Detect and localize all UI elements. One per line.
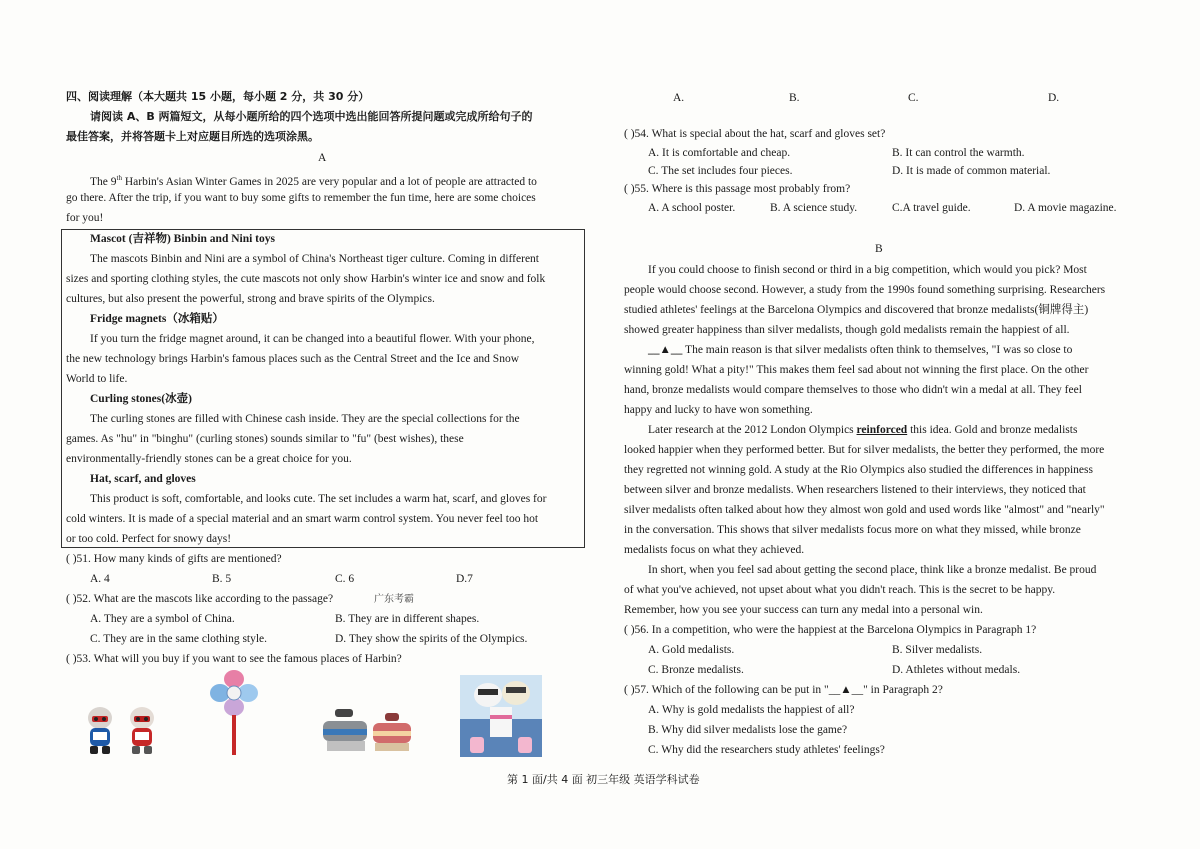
passage-b-p4-l1: In short, when you feel sad about getting the second place, think like a bronze medalist. Be proud <box>648 564 1097 576</box>
passage-b-letter: B <box>875 243 883 255</box>
q53-option-d: D. <box>1048 92 1060 104</box>
question-55: ( )55. Where is this passage most probably from? <box>624 183 851 195</box>
item1-line-3: cultures, but also present the powerful, strong and brave spirits of the Olympics. <box>66 293 435 305</box>
fridge-magnet-flower-image <box>208 669 260 759</box>
q56-option-c: C. Bronze medalists. <box>648 664 744 676</box>
item4-line-3: or too cold. Perfect for snowy days! <box>66 533 232 545</box>
instructions-line-1: 请阅读 A、B 两篇短文，从每小题所给的四个选项中选出能回答所提问题或完成所给句子的 <box>90 110 533 123</box>
passage-a-intro-2: go there. After the trip, if you want to buy some gifts to remember the fun time, here are some choices <box>66 192 536 204</box>
q53-option-b: B. <box>789 92 800 104</box>
item2-title: Fridge magnets（冰箱贴） <box>90 313 224 325</box>
q54-option-b: B. It can control the warmth. <box>892 147 1025 159</box>
q54-option-a: A. It is comfortable and cheap. <box>648 147 791 159</box>
curling-stones-image <box>319 701 417 755</box>
page-footer: 第 1 面/共 4 面 初三年级 英语学科试卷 <box>507 773 700 786</box>
section-header: 四、阅读理解（本大题共 15 小题，每小题 2 分，共 30 分） <box>66 90 370 103</box>
item4-line-2: cold winters. It is made of a special material and an smart warm control system. You never feel too hot <box>66 513 539 525</box>
item3-line-3: environmentally-friendly stones can be a great choice for you. <box>66 453 352 465</box>
passage-b-p1-l2: people would choose second. However, a study from the 1990s found something surprising. Researchers <box>624 284 1106 296</box>
passage-b-p3-l4: between silver and bronze medalists. When researchers listened to their interviews, they noticed that <box>624 484 1086 496</box>
passage-b-p3-l5: silver medalists often talked about how they almost won gold and used words like "almost" and "nearly" <box>624 504 1105 516</box>
question-52: ( )52. What are the mascots like according to the passage? <box>66 593 334 605</box>
q52-option-b: B. They are in different shapes. <box>335 613 480 625</box>
q54-option-c: C. The set includes four pieces. <box>648 165 793 177</box>
q51-option-b: B. 5 <box>212 573 232 585</box>
q52-note: 广东考霸 <box>374 594 414 605</box>
item3-title: Curling stones(冰壶) <box>90 393 192 405</box>
item1-line-1: The mascots Binbin and Nini are a symbol of China's Northeast tiger culture. Coming in different <box>90 253 539 265</box>
q53-option-a: A. <box>673 92 685 104</box>
passage-b-p2-l4: happy and lucky to have won something. <box>624 404 813 416</box>
answer-blank: __▲__ <box>648 344 683 356</box>
question-53: ( )53. What will you buy if you want to see the famous places of Harbin? <box>66 653 402 665</box>
passage-b-p3-l7: medalists focus on what they achieved. <box>624 544 805 556</box>
q56-option-d: D. Athletes without medals. <box>892 664 1021 676</box>
q57-option-b: B. Why did silver medalists lose the game? <box>648 724 848 736</box>
passage-b-p4-l2: of what you've achieved, not upset about what you didn't reach. This is the secret to be happy. <box>624 584 1056 596</box>
q57-option-c: C. Why did the researchers study athletes' feelings? <box>648 744 885 756</box>
passage-a-letter: A <box>318 152 327 164</box>
q53-option-c: C. <box>908 92 919 104</box>
item3-line-2: games. As "hu" in "binghu" (curling stones) sounds similar to "fu" (best wishes), these <box>66 433 464 445</box>
q51-option-c: C. 6 <box>335 573 355 585</box>
q56-option-a: A. Gold medalists. <box>648 644 735 656</box>
item2-line-1: If you turn the fridge magnet around, it can be changed into a beautiful flower. With your phone, <box>90 333 535 345</box>
question-56: ( )56. In a competition, who were the happiest at the Barcelona Olympics in Paragraph 1? <box>624 624 1037 636</box>
q55-option-b: B. A science study. <box>770 202 858 214</box>
q56-option-b: B. Silver medalists. <box>892 644 983 656</box>
q55-option-d: D. A movie magazine. <box>1014 202 1117 214</box>
item2-line-2: the new technology brings Harbin's famous places such as the Central Street and the Ice and Snow <box>66 353 520 365</box>
passage-b-p3-l1: Later research at the 2012 London Olympics reinforced this idea. Gold and bronze medalists <box>648 424 1078 436</box>
question-51: ( )51. How many kinds of gifts are mentioned? <box>66 553 282 565</box>
passage-b-p2-l2: winning gold! What a pity!" This makes them feel sad about not winning the first place. On the other <box>624 364 1089 376</box>
passage-b-p3-l3: they regretted not winning gold. A study at the Rio Olympics also studied the differences in happiness <box>624 464 1093 476</box>
passage-b-p4-l3: Remember, how you see your success can turn any medal into a personal win. <box>624 604 983 616</box>
passage-b-p2-l1: __▲__ The main reason is that silver medalists often think to themselves, "I was so close to <box>648 344 1073 356</box>
passage-b-p1-l3: studied athletes' feelings at the Barcelona Olympics and discovered that bronze medalists(铜牌得主) <box>624 304 1089 316</box>
item4-title: Hat, scarf, and gloves <box>90 473 196 485</box>
item1-line-2: sizes and sporting clothing styles, the cute mascots not only show Harbin's winter ice and snow and folk <box>66 273 546 285</box>
q55-option-a: A. A school poster. <box>648 202 736 214</box>
hat-scarf-gloves-image <box>460 675 542 757</box>
passage-a-intro-1: The 9th Harbin's Asian Winter Games in 2025 are very popular and a lot of people are attracted to <box>90 174 537 188</box>
item4-line-1: This product is soft, comfortable, and looks cute. The set includes a warm hat, scarf, and gloves for <box>90 493 547 505</box>
underlined-word: reinforced <box>856 424 908 436</box>
passage-b-p2-l3: hand, bronze medalists would compare themselves to those who didn't win a medal at all. They feel <box>624 384 1082 396</box>
q52-option-c: C. They are in the same clothing style. <box>90 633 268 645</box>
item3-line-1: The curling stones are filled with Chinese cash inside. They are the special collections for the <box>90 413 520 425</box>
item1-title: Mascot (吉祥物) Binbin and Nini toys <box>90 233 275 245</box>
passage-b-p3-l2: looked happier when they performed better. But for silver medalists, the better they performed, the more <box>624 444 1105 456</box>
passage-b-p3-l6: in the conversation. This shows that silver medalists focus more on what they missed, while bronze <box>624 524 1081 536</box>
question-57: ( )57. Which of the following can be put in "__▲__" in Paragraph 2? <box>624 684 943 696</box>
q51-option-a: A. 4 <box>90 573 110 585</box>
q52-option-a: A. They are a symbol of China. <box>90 613 235 625</box>
passage-a-intro-3: for you! <box>66 212 104 224</box>
q57-option-a: A. Why is gold medalists the happiest of all? <box>648 704 855 716</box>
q54-option-d: D. It is made of common material. <box>892 165 1051 177</box>
question-54: ( )54. What is special about the hat, scarf and gloves set? <box>624 128 886 140</box>
item2-line-3: World to life. <box>66 373 128 385</box>
q51-option-d: D.7 <box>456 573 473 585</box>
passage-b-p1-l1: If you could choose to finish second or third in a big competition, which would you pick? Most <box>648 264 1087 276</box>
q52-option-d: D. They show the spirits of the Olympics. <box>335 633 528 645</box>
mascot-toys-image <box>78 704 168 756</box>
q55-option-c: C.A travel guide. <box>892 202 971 214</box>
passage-b-p1-l4: showed greater happiness than silver medalists, though gold medalists remain the happiest of all. <box>624 324 1070 336</box>
instructions-line-2: 最佳答案，并将答题卡上对应题目所选的选项涂黑。 <box>66 130 319 143</box>
